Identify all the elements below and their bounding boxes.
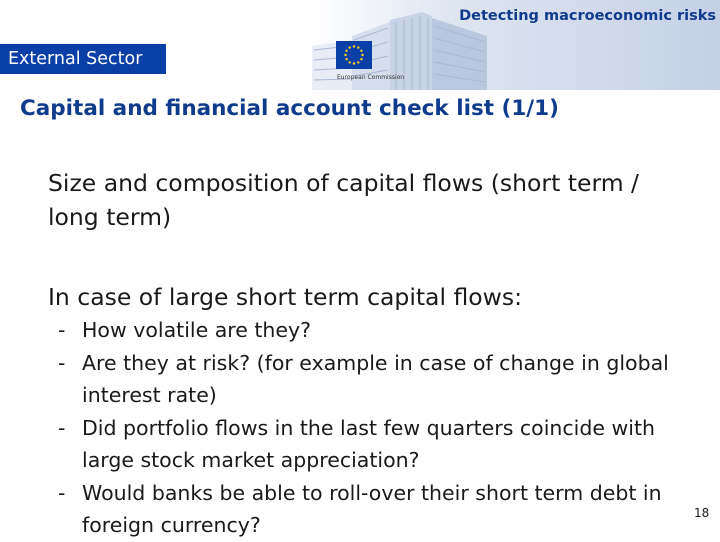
sub-bullet-item	[58, 314, 708, 347]
eu-flag-icon	[336, 41, 372, 69]
sub-bullet-text: Are they at risk? (for example in case of change in global interest rate)	[82, 350, 669, 407]
sub-bullet-text: How volatile are they?	[82, 318, 312, 342]
dash-marker: -	[58, 415, 66, 440]
slide-title: Capital and financial account check list (1/1)	[20, 96, 559, 121]
bullet-item: In case of large short term capital flows:	[48, 283, 523, 311]
sub-bullet-item	[58, 477, 708, 542]
deck-title: Detecting macroeconomic risks	[459, 8, 716, 24]
sub-bullet-text: Would banks be able to roll-over their short term debt in foreign currency?	[82, 480, 662, 537]
section-label: External Sector	[8, 49, 143, 69]
bullet-item: Size and composition of capital flows (short term / long term)	[48, 169, 639, 231]
dash-marker: -	[58, 480, 66, 505]
section-tab	[0, 44, 166, 74]
page-number: 18	[694, 506, 710, 520]
logo-caption: European Commission	[337, 74, 405, 81]
dash-marker: -	[58, 350, 66, 375]
sub-bullet-item	[58, 347, 708, 412]
sub-bullet-list	[58, 314, 708, 542]
sub-bullet-text: Did portfolio flows in the last few quarters coincide with large stock market appreciation?	[82, 415, 655, 472]
dash-marker: -	[58, 318, 66, 342]
sub-bullet-item	[58, 412, 708, 477]
